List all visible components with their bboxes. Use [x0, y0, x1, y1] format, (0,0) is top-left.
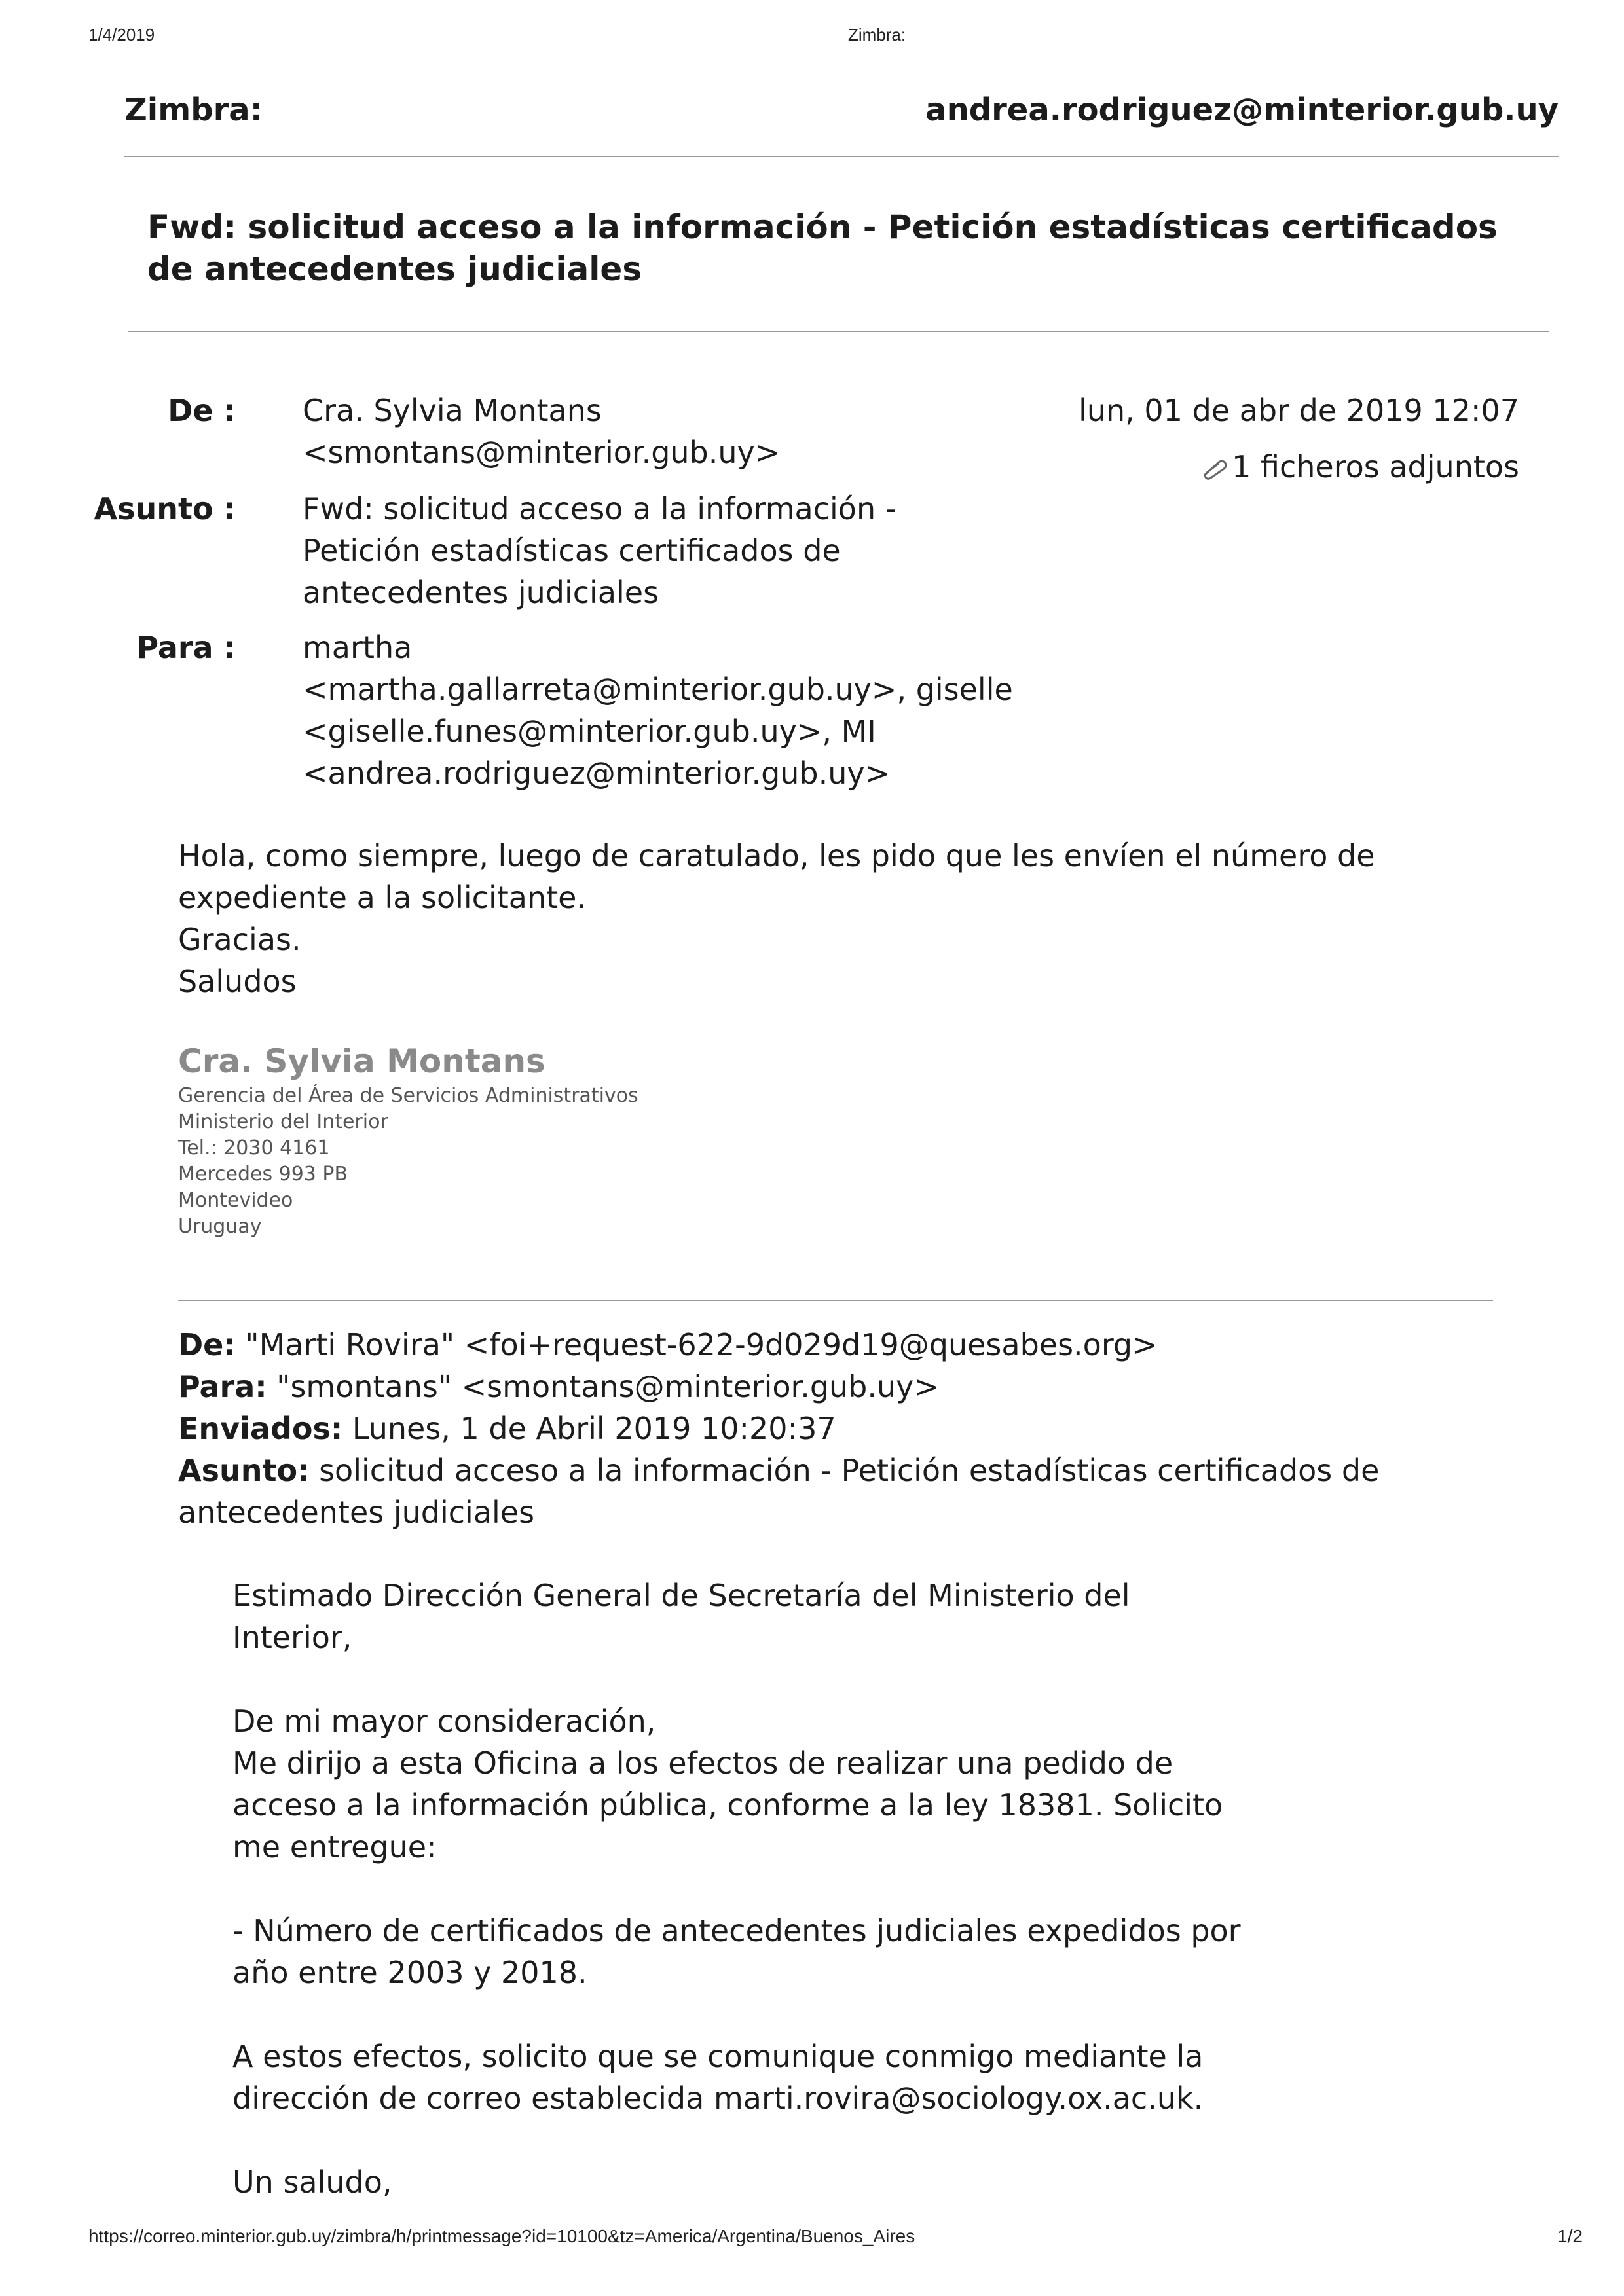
message-subject-title: Fwd: solicitud acceso a la información - Petición estadísticas certificados de antecedentes judiciales [147, 208, 1498, 288]
signature-line-2: Ministerio del Interior [178, 1110, 388, 1133]
fwd-body-line-2: Interior, [232, 1620, 352, 1655]
fwd-body-line-9: - Número de certificados de antecedentes judiciales expedidos por [232, 1913, 1241, 1948]
fwd-sent-label: Enviados: [178, 1411, 343, 1446]
print-date: 1/4/2019 [88, 25, 155, 45]
forwarded-header [178, 1324, 1521, 1533]
fwd-subject-continued: antecedentes judiciales [178, 1495, 535, 1530]
signature [178, 1042, 964, 1240]
signature-line-4: Mercedes 993 PB [178, 1163, 348, 1186]
fwd-from-label: De: [178, 1327, 236, 1362]
fwd-subject-value: solicitud acceso a la información - Petición estadísticas certificados de [319, 1453, 1380, 1488]
from-name: Cra. Sylvia Montans [303, 393, 602, 428]
signature-name: Cra. Sylvia Montans [178, 1042, 545, 1080]
fwd-body-spacer-2 [232, 1868, 1477, 1910]
subject-label: Asunto : [94, 491, 236, 526]
app-name: Zimbra: [124, 92, 263, 128]
fwd-body-line-1: Estimado Dirección General de Secretaría del Ministerio del [232, 1578, 1130, 1613]
body-line-2: expediente a la solicitante. [178, 880, 587, 915]
message-meta [0, 390, 1624, 795]
fwd-subject-label: Asunto: [178, 1453, 310, 1488]
print-page-title: Zimbra: [848, 25, 906, 45]
signature-line-6: Uruguay [178, 1215, 262, 1238]
paperclip-icon [1199, 458, 1229, 481]
fwd-body-line-7: me entregue: [232, 1829, 437, 1865]
signature-line-5: Montevideo [178, 1189, 293, 1212]
subject-line-3: antecedentes judiciales [303, 575, 659, 610]
to-line-4: <andrea.rodriguez@minterior.gub.uy> [303, 756, 891, 791]
body-line-4: Saludos [178, 964, 297, 999]
fwd-body-line-13: dirección de correo establecida marti.rovira@sociology.ox.ac.uk. [232, 2081, 1204, 2116]
body-line-3: Gracias. [178, 922, 301, 957]
user-email: andrea.rodriguez@minterior.gub.uy [925, 92, 1559, 128]
print-page-number: 1/2 [1557, 2226, 1583, 2246]
body-line-1: Hola, como siempre, luego de caratulado, les pido que les envíen el número de [178, 838, 1375, 873]
signature-line-1: Gerencia del Área de Servicios Administrativos [178, 1084, 638, 1107]
subject-line-2: Petición estadísticas certificados de [303, 533, 841, 568]
print-url: https://correo.minterior.gub.uy/zimbra/h/printmessage?id=10100&tz=America/Argentina/Buenos_Aires [88, 2226, 915, 2246]
fwd-body-spacer-3 [232, 1994, 1477, 2035]
fwd-body-line-5: Me dirijo a esta Oficina a los efectos de realizar una pedido de [232, 1745, 1173, 1781]
fwd-body-line-6: acceso a la información pública, conforme a la ley 18381. Solicito [232, 1787, 1223, 1823]
fwd-from-value: "Marti Rovira" <foi+request-622-9d029d19@quesabes.org> [245, 1327, 1158, 1362]
fwd-body-line-10: año entre 2003 y 2018. [232, 1955, 587, 1990]
to-line-3: <giselle.funes@minterior.gub.uy>, MI [303, 714, 876, 749]
attachments-link[interactable] [1199, 446, 1519, 488]
to-line-2: <martha.gallarreta@minterior.gub.uy>, giselle [303, 672, 1013, 707]
fwd-sent-value: Lunes, 1 de Abril 2019 10:20:37 [352, 1411, 836, 1446]
signature-line-3: Tel.: 2030 4161 [178, 1137, 330, 1159]
fwd-body-line-15: Un saludo, [232, 2164, 392, 2200]
to-line-1: martha [303, 630, 413, 665]
fwd-to-label: Para: [178, 1369, 267, 1404]
header-divider [124, 156, 1559, 157]
to-label: Para : [136, 630, 236, 665]
from-label: De : [168, 393, 236, 428]
forwarded-body [232, 1575, 1477, 2203]
fwd-to-value: "smontans" <smontans@minterior.gub.uy> [276, 1369, 939, 1404]
subject-divider [128, 331, 1549, 332]
forward-divider [178, 1300, 1493, 1301]
attachments-count: 1 ficheros adjuntos [1232, 449, 1519, 484]
message-body [178, 835, 1488, 1002]
fwd-body-spacer-1 [232, 1658, 1477, 1700]
message-date: lun, 01 de abr de 2019 12:07 [1079, 393, 1519, 428]
fwd-body-line-12: A estos efectos, solicito que se comunique conmigo mediante la [232, 2039, 1204, 2074]
fwd-body-spacer-4 [232, 2119, 1477, 2161]
fwd-body-line-4: De mi mayor consideración, [232, 1704, 656, 1739]
app-header [124, 85, 1559, 144]
subject-line-1: Fwd: solicitud acceso a la información - [303, 491, 896, 526]
from-email: <smontans@minterior.gub.uy> [303, 435, 781, 470]
